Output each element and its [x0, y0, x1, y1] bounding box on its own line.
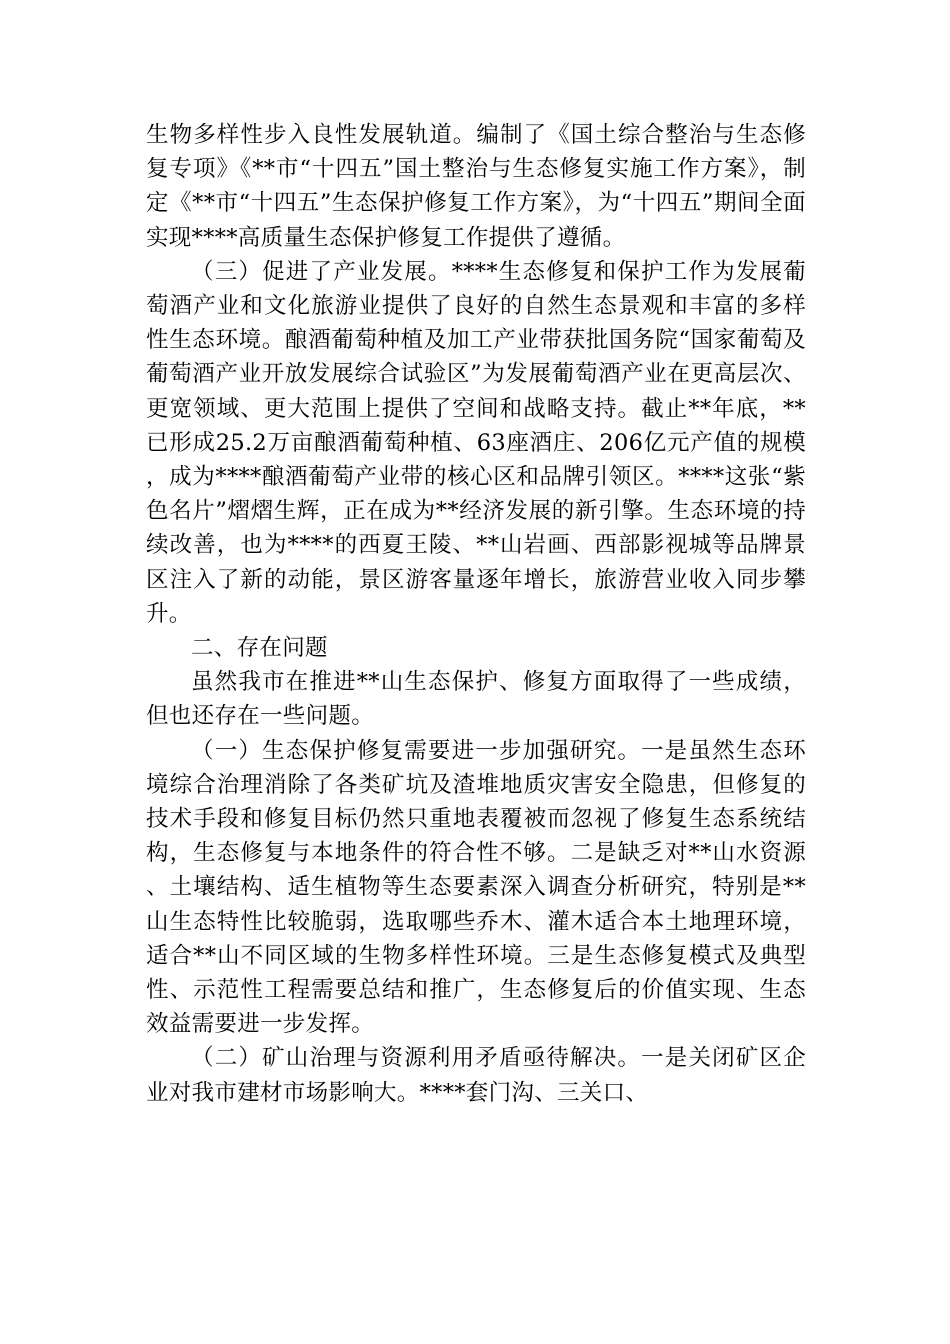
paragraph-problem-research: （一）生态保护修复需要进一步加强研究。一是虽然生态环境综合治理消除了各类矿坑及渣堆地质灾害安全隐患，但修复的技术手段和修复目标仍然只重地表覆被而忽视了修复生态系统结构，生态修复与本地条件的符合性不够。二是缺乏对**山水资源、土壤结构、适生植物等生态要素深入调查分析研究，特别是**山生态特性比较脆弱，选取哪些乔木、灌木适合本土地理环境，适合**山不同区域的生物多样性环境。三是生态修复模式及典型性、示范性工程需要总结和推广，生态修复后的价值实现、生态效益需要进一步发挥。: [146, 737, 806, 1038]
section-heading-existing-problems: 二、存在问题: [191, 635, 328, 662]
paragraph-ecology-planning: 生物多样性步入良性发展轨道。编制了《国土综合整治与生态修复专项》《**市“十四五”国土整治与生态修复实施工作方案》，制定《**市“十四五”生态保护修复工作方案》，为“十四五”期间全面实现****高质量生态保护修复工作提供了遵循。: [146, 122, 806, 251]
document-page: [146, 118, 806, 1110]
paragraph-industry-development: （三）促进了产业发展。****生态修复和保护工作为发展葡萄酒产业和文化旅游业提供了良好的自然生态景观和丰富的多样性生态环境。酿酒葡萄种植及加工产业带获批国务院“国家葡萄及葡萄酒产业开放发展综合试验区”为发展葡萄酒产业在更高层次、更宽领域、更大范围上提供了空间和战略支持。截止**年底，**已形成25.2万亩酿酒葡萄种植、63座酒庄、206亿元产值的规模，成为****酿酒葡萄产业带的核心区和品牌引领区。****这张“紫色名片”熠熠生辉，正在成为**经济发展的新引擎。生态环境的持续改善，也为****的西夏王陵、**山岩画、西部影视城等品牌景区注入了新的动能，景区游客量逐年增长，旅游营业收入同步攀升。: [146, 258, 806, 627]
paragraph-problem-mining: （二）矿山治理与资源利用矛盾亟待解决。一是关闭矿区企业对我市建材市场影响大。****套门沟、三关口、: [146, 1045, 806, 1106]
paragraph-problems-intro: 虽然我市在推进**山生态保护、修复方面取得了一些成绩，但也还存在一些问题。: [146, 669, 806, 730]
